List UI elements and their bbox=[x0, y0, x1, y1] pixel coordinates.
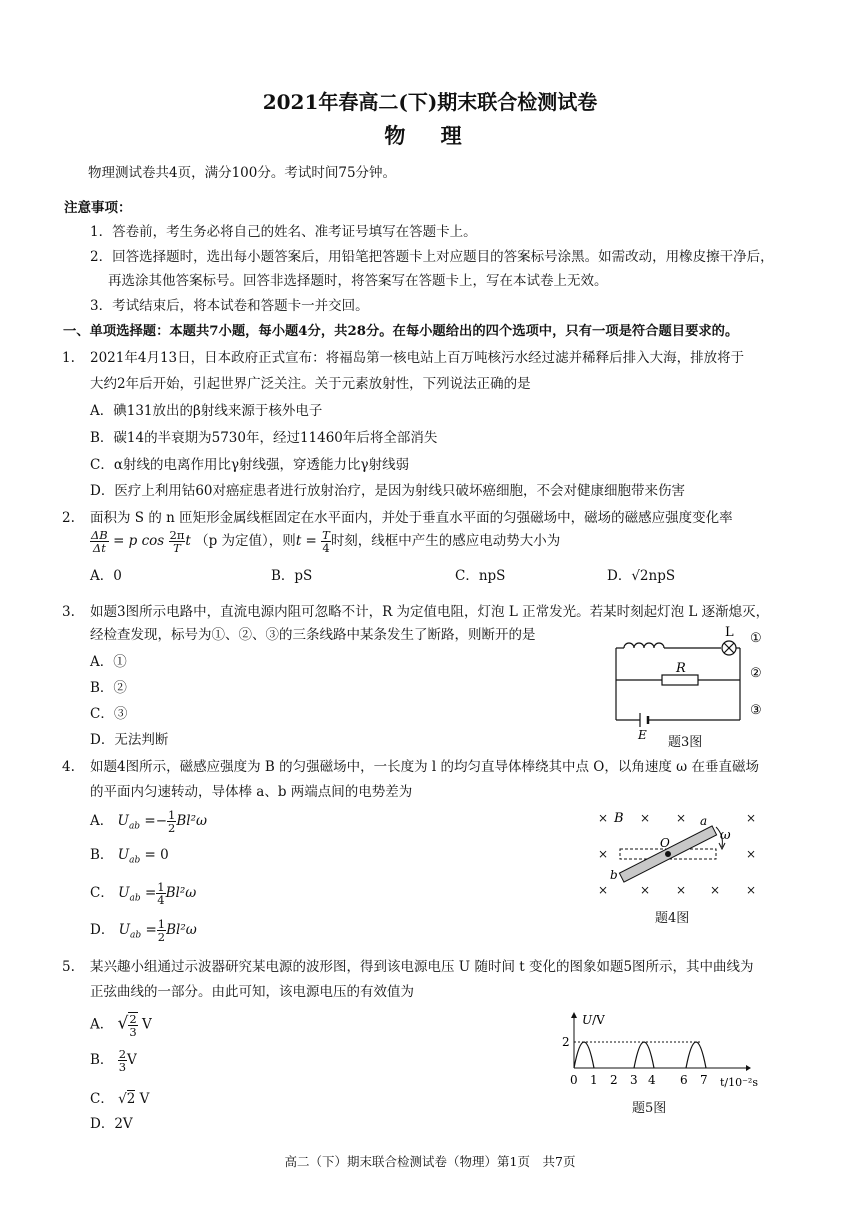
q3-option-b: B．② bbox=[90, 680, 127, 696]
q3-option-a: A．① bbox=[90, 654, 127, 670]
field-cross: × bbox=[746, 847, 757, 861]
end-label-b: b bbox=[610, 868, 618, 882]
q5-option-c: C． √2 V bbox=[90, 1091, 150, 1107]
q3-stem: 如题3图所示电路中，直流电源内阻可忽略不计，R 为定值电阻，灯泡 L 正常发光。若某时刻起灯泡 L 逐渐熄灭， bbox=[90, 604, 770, 620]
q3-number: 3. bbox=[62, 604, 75, 620]
x-axis-label: t/10⁻²s bbox=[720, 1076, 758, 1089]
field-cross: × bbox=[710, 883, 721, 897]
q4-caption: 题4图 bbox=[655, 911, 690, 926]
subject-title: 物 理 bbox=[384, 123, 476, 148]
fraction-2pi-T: $\frac{2\pi}{T}$ bbox=[169, 528, 185, 555]
q1-option-b: B．碳14的半衰期为5730年，经过11460年后将全部消失 bbox=[90, 430, 438, 446]
q4-number: 4. bbox=[62, 759, 75, 775]
omega-label: ω bbox=[720, 828, 731, 843]
q2-option-a: A．0 bbox=[90, 568, 122, 584]
q4-stem-cont: 的平面内匀速转动，导体棒 a、b 两端点间的电势差为 bbox=[90, 784, 413, 800]
q3-stem-cont: 经检查发现，标号为①、②、③的三条线路中某条发生了断路，则断开的是 bbox=[90, 627, 536, 643]
q1-stem-cont: 大约2年后开始，引起世界广泛关注。关于元素放射性，下列说法正确的是 bbox=[90, 376, 531, 392]
q4-option-d: D． $U_{ab}$ = $\frac{1}{2}$ Bl²ω bbox=[90, 917, 197, 944]
x-tick: 7 bbox=[700, 1073, 708, 1087]
q5-stem-cont: 正弦曲线的一部分。由此可知，该电源电压的有效值为 bbox=[90, 984, 414, 1000]
notes-heading: 注意事项： bbox=[64, 200, 132, 216]
q4-rotating-rod-figure bbox=[592, 805, 772, 905]
q4-stem: 如题4图所示，磁感应强度为 B 的匀强磁场中，一长度为 l 的均匀直导体棒绕其中点 O，以角速度 ω 在垂直磁场 bbox=[90, 759, 759, 775]
q2-option-b: B．pS bbox=[271, 568, 313, 584]
x-tick: 0 bbox=[570, 1073, 578, 1087]
field-cross: × bbox=[640, 811, 651, 825]
q4-option-c: C． $U_{ab}$ = $\frac{1}{4}$ Bl²ω bbox=[90, 880, 197, 907]
q5-option-b: B． $\frac{2}{3}$ V bbox=[90, 1047, 137, 1074]
marker-3: ③ bbox=[750, 703, 762, 718]
q5-number: 5. bbox=[62, 959, 75, 975]
q5-voltage-graph bbox=[560, 1010, 770, 1090]
lamp-label: L bbox=[725, 625, 734, 640]
note-item: 3．考试结束后，将本试卷和答题卡一并交回。 bbox=[90, 298, 369, 314]
q2-stem: 面积为 S 的 n 匝矩形金属线框固定在水平面内，并处于垂直水平面的匀强磁场中，磁场的磁感应强度变化率 bbox=[90, 510, 733, 526]
field-cross: × bbox=[746, 811, 757, 825]
note-item: 2．回答选择题时，选出每小题答案后，用铅笔把答题卡上对应题目的答案标号涂黑。如需改动，用橡皮擦干净后， bbox=[90, 249, 774, 265]
q1-option-a: A．碘131放出的β射线来源于核外电子 bbox=[90, 403, 323, 419]
q5-option-d: D．2V bbox=[90, 1116, 133, 1132]
note-item: 1．答卷前，考生务必将自己的姓名、准考证号填写在答题卡上。 bbox=[90, 224, 477, 240]
q2-option-c: C．npS bbox=[455, 568, 506, 584]
q3-option-d: D．无法判断 bbox=[90, 732, 169, 748]
field-cross: × bbox=[640, 883, 651, 897]
q2-number: 2. bbox=[62, 510, 75, 526]
field-cross: × bbox=[598, 847, 609, 861]
q5-stem: 某兴趣小组通过示波器研究某电源的波形图，得到该电源电压 U 随时间 t 变化的图象如题5图所示，其中曲线为 bbox=[90, 959, 754, 975]
q1-stem: 2021年4月13日，日本政府正式宣布：将福岛第一核电站上百万吨核污水经过滤并稀释后排入大海，排放将于 bbox=[90, 350, 745, 366]
field-label-B: B bbox=[614, 811, 624, 826]
q1-option-d: D．医疗上利用钴60对癌症患者进行放射治疗，是因为射线只破坏癌细胞，不会对健康细胞带来伤害 bbox=[90, 483, 686, 499]
x-tick: 3 bbox=[630, 1073, 638, 1087]
field-cross: × bbox=[598, 811, 609, 825]
q1-option-c: C．α射线的电离作用比γ射线强，穿透能力比γ射线弱 bbox=[90, 457, 410, 473]
q3-caption: 题3图 bbox=[668, 735, 703, 750]
x-tick: 6 bbox=[680, 1073, 688, 1087]
q5-caption: 题5图 bbox=[632, 1101, 667, 1116]
q3-circuit-figure bbox=[600, 620, 770, 742]
x-tick: 4 bbox=[648, 1073, 656, 1087]
q3-option-c: C．③ bbox=[90, 706, 128, 722]
q4-option-a: A． $U_{ab}$ =− $\frac{1}{2}$ Bl²ω bbox=[90, 808, 207, 835]
end-label-a: a bbox=[700, 814, 708, 828]
battery-label: E bbox=[638, 728, 647, 742]
y-tick-2: 2 bbox=[562, 1035, 570, 1049]
fraction-T-4: $\frac{T}{4}$ bbox=[322, 528, 330, 555]
field-cross: × bbox=[598, 883, 609, 897]
q2-option-d: D．√2npS bbox=[607, 568, 676, 584]
y-axis-label: U/V bbox=[582, 1013, 605, 1027]
field-cross: × bbox=[676, 883, 687, 897]
x-tick: 1 bbox=[590, 1073, 598, 1087]
field-cross: × bbox=[676, 811, 687, 825]
x-tick: 2 bbox=[610, 1073, 618, 1087]
section-heading: 一、单项选择题：本题共7小题，每小题4分，共28分。在每小题给出的四个选项中，只有一项是符合题目要求的。 bbox=[63, 324, 739, 339]
intro-text: 物理测试卷共4页，满分100分。考试时间75分钟。 bbox=[88, 165, 397, 181]
fraction-dB-dt: $\frac{\Delta B}{\Delta t}$ bbox=[91, 528, 108, 555]
marker-2: ② bbox=[750, 666, 762, 681]
q5-option-a: A． √ $\frac{2}{3}$ V bbox=[90, 1012, 152, 1039]
q2-formula-line: $\frac{\Delta B}{\Delta t}$ = p cos $\frac{2\pi}{T}$ t （p 为定值），则t = $\frac{T}{4}$ 时刻，线框中产生的感应电动势大小为 bbox=[91, 528, 561, 555]
field-cross: × bbox=[746, 883, 757, 897]
note-item-continued: 再选涂其他答案标号。回答非选择题时，将答案写在答题卡上，写在本试卷上无效。 bbox=[108, 273, 608, 289]
resistor-label: R bbox=[676, 661, 686, 676]
center-label-O: O bbox=[660, 836, 670, 850]
marker-1: ① bbox=[750, 631, 762, 646]
q4-option-b: B． $U_{ab} = 0$ bbox=[90, 847, 169, 866]
page-footer: 高二（下）期末联合检测试卷（物理）第1页 共7页 bbox=[284, 1154, 576, 1169]
q1-number: 1. bbox=[62, 350, 75, 366]
exam-title: 2021年春高二(下)期末联合检测试卷 bbox=[262, 90, 598, 114]
